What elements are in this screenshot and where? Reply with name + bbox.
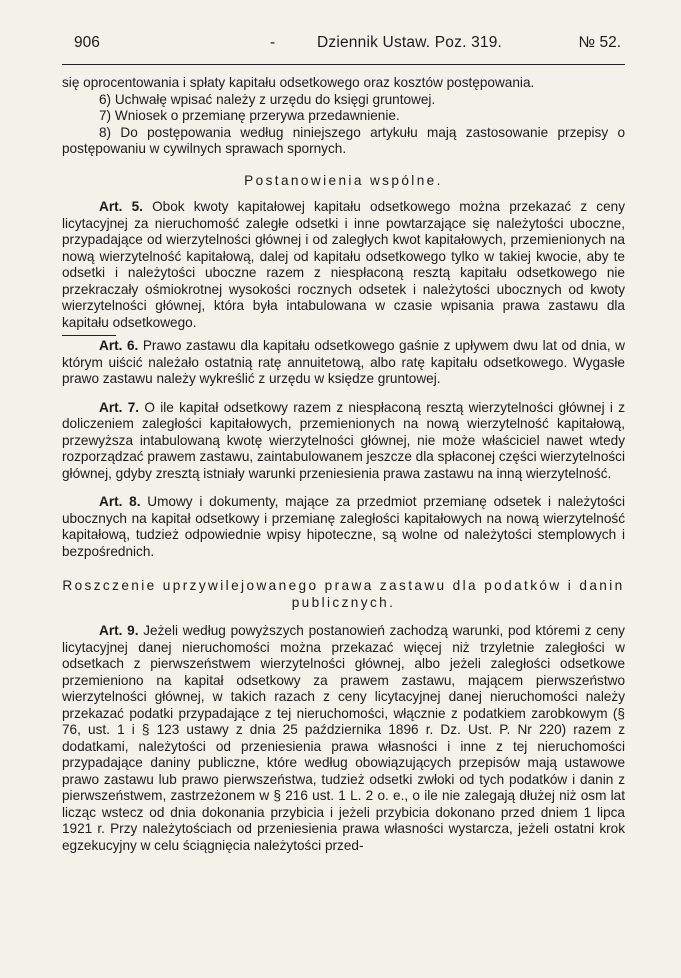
article-7-label: Art. 7. xyxy=(99,399,140,415)
journal-title: Dziennik Ustaw. Poz. 319. xyxy=(317,34,503,51)
paragraph-item-6: 6) Uchwałę wpisać należy z urzędu do księgi gruntowej. xyxy=(99,91,436,107)
article-6-label: Art. 6. xyxy=(99,338,139,353)
article-6-text: Prawo zastawu dla kapitału odsetkowego gaśnie z upływem dwu lat od dnia, w którym uiścić należało ostatnią ratę annuitetową, albo ratę kapitału odsetkowego. Wygasłe prawo zastawu należy wykreślić z urzędu w księdze gruntowej. xyxy=(62,338,626,386)
article-8 xyxy=(62,494,625,560)
header-dash: - xyxy=(270,34,276,51)
article-5-text: Obok kwoty kapitałowej kapitału odsetkowego można przekazać z ceny licytacyjnej za nieruchomość zaległe odsetki i inne powtarzające się należytości uboczne, przypadające od wierzytelności głównej i od zaległych kwot kapitałowych, przemienionych na nową wierzytelność kapitałową, dalej od kapitału odsetkowego tylko w takiej kwocie, aby te odsetki i należytości uboczne razem z niespłaconą resztą kapitału odsetkowego nie przekraczały ośmiokrotnej wysokości rocznych odsetek i należytości ubocznych od kwoty wierzytelności głównej, która była intabulowana w czasie wpisania prawa zastawu dla kapitału odsetkowego. xyxy=(62,199,625,330)
article-8-label: Art. 8. xyxy=(99,494,141,509)
article-6 xyxy=(62,338,625,388)
article-7 xyxy=(62,400,625,483)
article-5 xyxy=(62,199,625,331)
article-9-label: Art. 9. xyxy=(99,623,139,638)
article-9-text: Jeżeli według powyższych postanowień zachodzą warunki, pod któremi z ceny licytacyjnej danej nieruchomości można przekazać więcej niż trzyletnie zaległości w odsetkach z pierwszeństwem wierzytelności głównej, albo jeżeli zaległości odsetkowe przemieniono na kapitał odsetkowy za prawem zastawu, mającem pierwszeństwo wierzytelności głównej, w takich razach z ceny licytacyjnej danej nieruchomości należy przekazać podatki przypadające z tej nieruchomości, włącznie z podatkiem zarobkowym (§ 76, ust. 1 i § 123 ustawy z dnia 25 października 1896 r. Dz. Ust. P. Nr 220) razem z dodatkami, należytości od przeniesienia prawa własności i inne z tej nieruchomości przypadające daniny publiczne, które według obowiązujących przepisów mają ustawowe prawo zastawu lub prawo pierwszeństwa, tudzież odsetki zwłoki od tych podatków i danin z pierwszeństwem, zastrzeżonem w § 216 ust. 1 L. 2 o. e., o ile nie zalegają dłużej niż osm lat licząc wstecz od dnia dokonania przybicia i jeżeli przybicia dokonano przed dniem 1 lipca 1921 r. Przy należytościach od przeniesienia prawa własności wystarcza, jeżeli ostatni krok egzekucyjny w celu ściągnięcia należytości przed- xyxy=(62,623,625,853)
paragraph-item-8: 8) Do postępowania według niniejszego artykułu mają zastosowanie przepisy o postępowaniu w cywilnych sprawach spornych. xyxy=(62,124,625,156)
section-heading-tax-lien: Roszczenie uprzywilejowanego prawa zastawu dla podatków i danin publicznych. xyxy=(62,578,625,610)
article-7-text: O ile kapitał odsetkowy razem z niespłaconą resztą wierzytelności głównej i z doliczeniem zaległości kapitałowych, przemienionych na nową wierzytelność kapitałową, przewyższa intabulowaną kwotę wierzytelności głównej, nie może właściciel nawet wtedy rozporządzać prawem zastawu, zaintabulowanem jeszcze dla spłaconej części wierzytelności głównej, gdyby zresztą istniały warunki przeniesienia prawa zastawu na inną wierzytelność. xyxy=(62,399,625,481)
header-rule xyxy=(62,64,625,65)
short-rule xyxy=(62,335,116,336)
paragraph-intro: się oprocentowania i spłaty kapitału odsetkowego oraz kosztów postępowania. xyxy=(62,75,535,90)
page-number: 906 xyxy=(74,34,100,51)
article-9 xyxy=(62,623,625,854)
document-body xyxy=(62,75,625,854)
issue-number: № 52. xyxy=(578,34,621,51)
paragraph-item-7: 7) Wniosek o przemianę przerywa przedawnienie. xyxy=(99,108,400,123)
article-5-label: Art. 5. xyxy=(99,199,143,214)
article-8-text: Umowy i dokumenty, mające za przedmiot przemianę odsetek i należytości ubocznych na kapitał odsetkowy i przemianę zaległości kapitałowych na nową wierzytelność kapitałową, tudzież odpowiednie wpisy hipoteczne, są wolne od należytości stemplowych i bezpośrednich. xyxy=(62,494,625,559)
page-header xyxy=(62,32,625,58)
section-heading-common: Postanowienia wspólne. xyxy=(244,172,443,188)
